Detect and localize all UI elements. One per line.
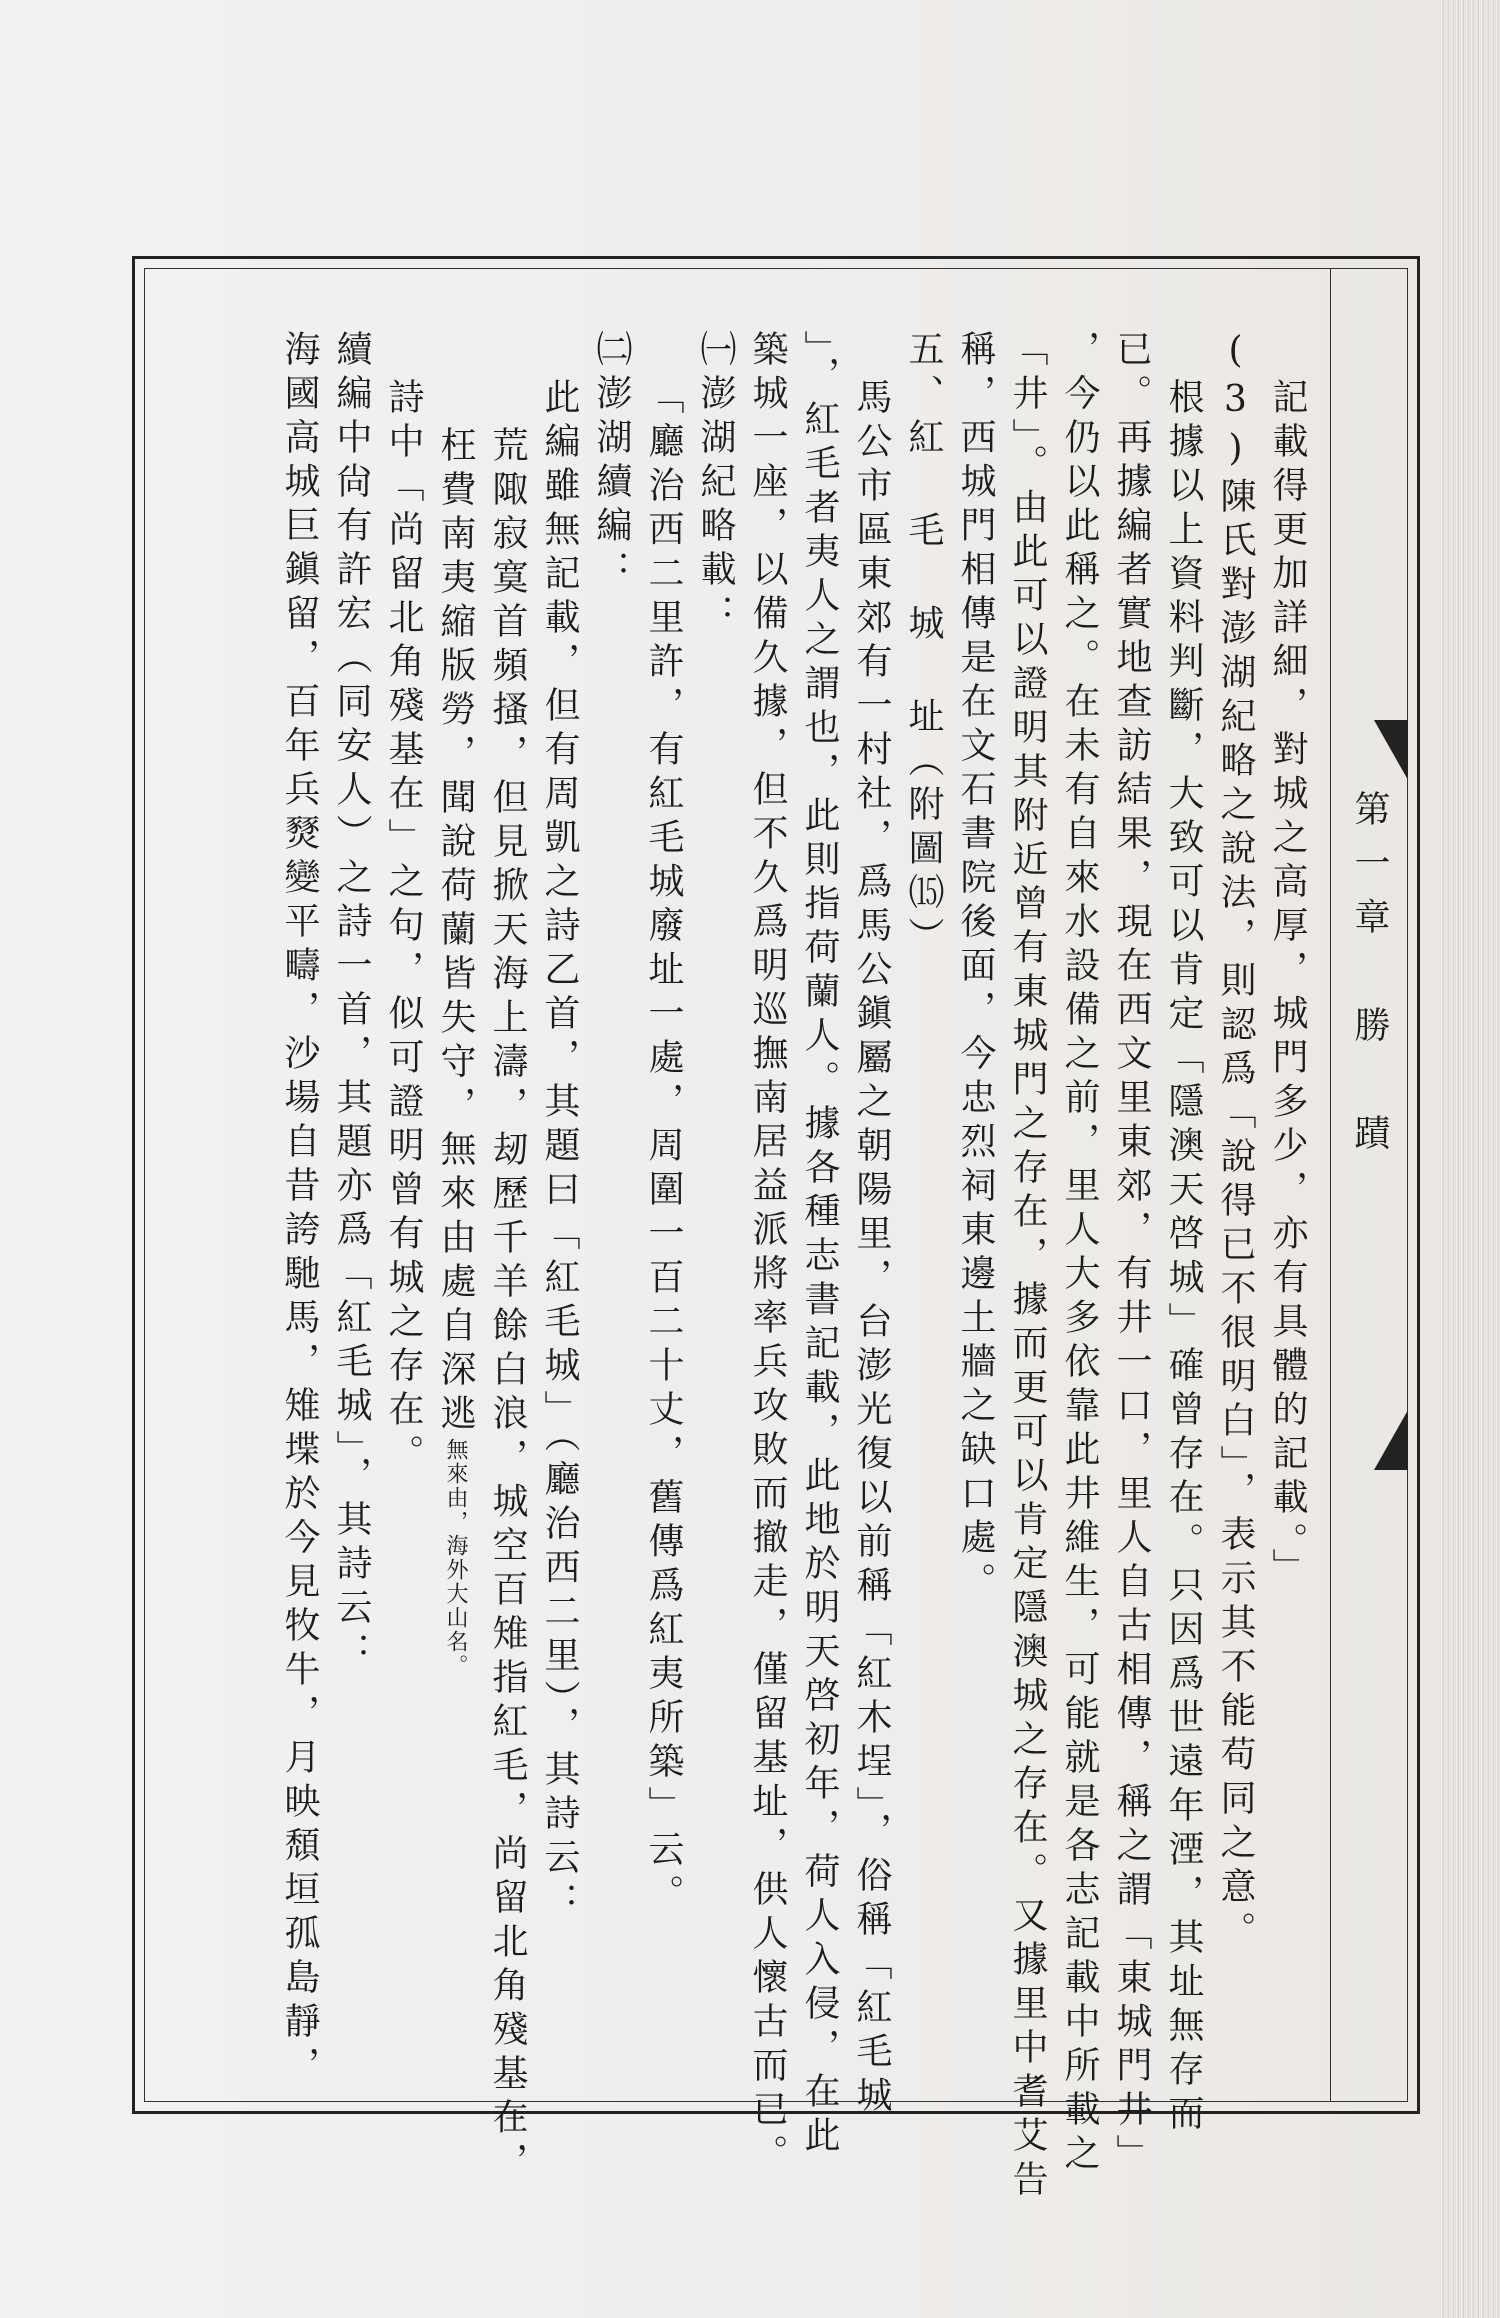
text-column: 已。再據編者實地查訪結果，現在西文里東郊，有井一口，里人自古相傳，稱之謂「東城門井」: [1111, 330, 1152, 2178]
poem-line: 荒陬寂寞首頻搔，但見掀天海上濤，刼歷千羊餘白浪，城空百雉指紅毛，尚留北角殘基在，: [487, 426, 528, 2186]
text-column: 根據以上資料判斷，大致可以肯定「隱澳天啓城」確曾存在。只因爲世遠年湮，其址無存而: [1163, 378, 1204, 2138]
subheading: ㈠澎湖紀略載：: [695, 330, 736, 638]
text-column: (3)陳氏對澎湖紀略之說法，則認爲「說得已不很明白」，表示其不能苟同之意。: [1215, 330, 1256, 1955]
poem-line: 海國高城巨鎭留，百年兵燹變平疇，沙場自昔誇馳馬，雉堞於今見牧牛，月映頹垣孤島靜，: [279, 330, 320, 2090]
margin-strip: [1330, 268, 1408, 2102]
poem-line: [432, 330, 478, 2090]
section-heading: 五、紅 毛 城 址（附圖⒂）: [903, 330, 944, 961]
text-column: 詩中「尚留北角殘基在」之句，似可證明曾有城之存在。: [383, 378, 424, 1478]
text-column: 此編雖無記載，但有周凱之詩乙首，其題曰「紅毛城」（廳治西二里），其詩云：: [539, 378, 580, 1926]
page-edge-stack: [1440, 0, 1500, 2318]
subheading: ㈡澎湖續編：: [591, 330, 632, 594]
text-column: ，今仍以此稱之。在未有自來水設備之前，里人大多依靠此井維生，可能就是各志記載中所載之: [1059, 330, 1100, 2178]
poem-text: 枉費南夷縮版勞，聞說荷蘭皆失守，無來由處自深逃: [435, 426, 476, 1438]
annotation-note: 無來由，海外大山名。: [443, 1438, 468, 1678]
text-column: 築城一座，以備久據，但不久爲明巡撫南居益派將率兵攻敗而撤走，僅留基址，供人懷古而已。: [747, 330, 788, 2178]
text-column: 稱，西城門相傳是在文石書院後面，今忠烈祠東邊土牆之缺口處。: [955, 330, 996, 1606]
quoted-text: 「廳治西二里許，有紅毛城廢址一處，周圍一百二十丈，舊傳爲紅夷所築」云。: [643, 378, 684, 1918]
text-column: 「井」。由此可以證明其附近曾有東城門之存在，據而更可以肯定隱澳城之存在。又據里中耆艾告: [1007, 330, 1048, 2204]
text-column: 」，紅毛者夷人之謂也，此則指荷蘭人。據各種志書記載，此地於明天啓初年，荷人入侵，在此: [799, 330, 840, 2160]
text-column: 記載得更加詳細，對城之高厚，城門多少，亦有具體的記載。」: [1267, 378, 1308, 1592]
text-body: [160, 330, 1310, 2204]
text-column: 續編中尙有許宏（同安人）之詩一首，其題亦爲「紅毛城」，其詩云：: [331, 330, 372, 1676]
text-column: 馬公市區東郊有一村社，爲馬公鎭屬之朝陽里，台澎光復以前稱「紅木埕」，俗稱「紅毛城: [851, 378, 892, 2120]
running-head: 第一章 勝 蹟: [1349, 790, 1390, 1168]
